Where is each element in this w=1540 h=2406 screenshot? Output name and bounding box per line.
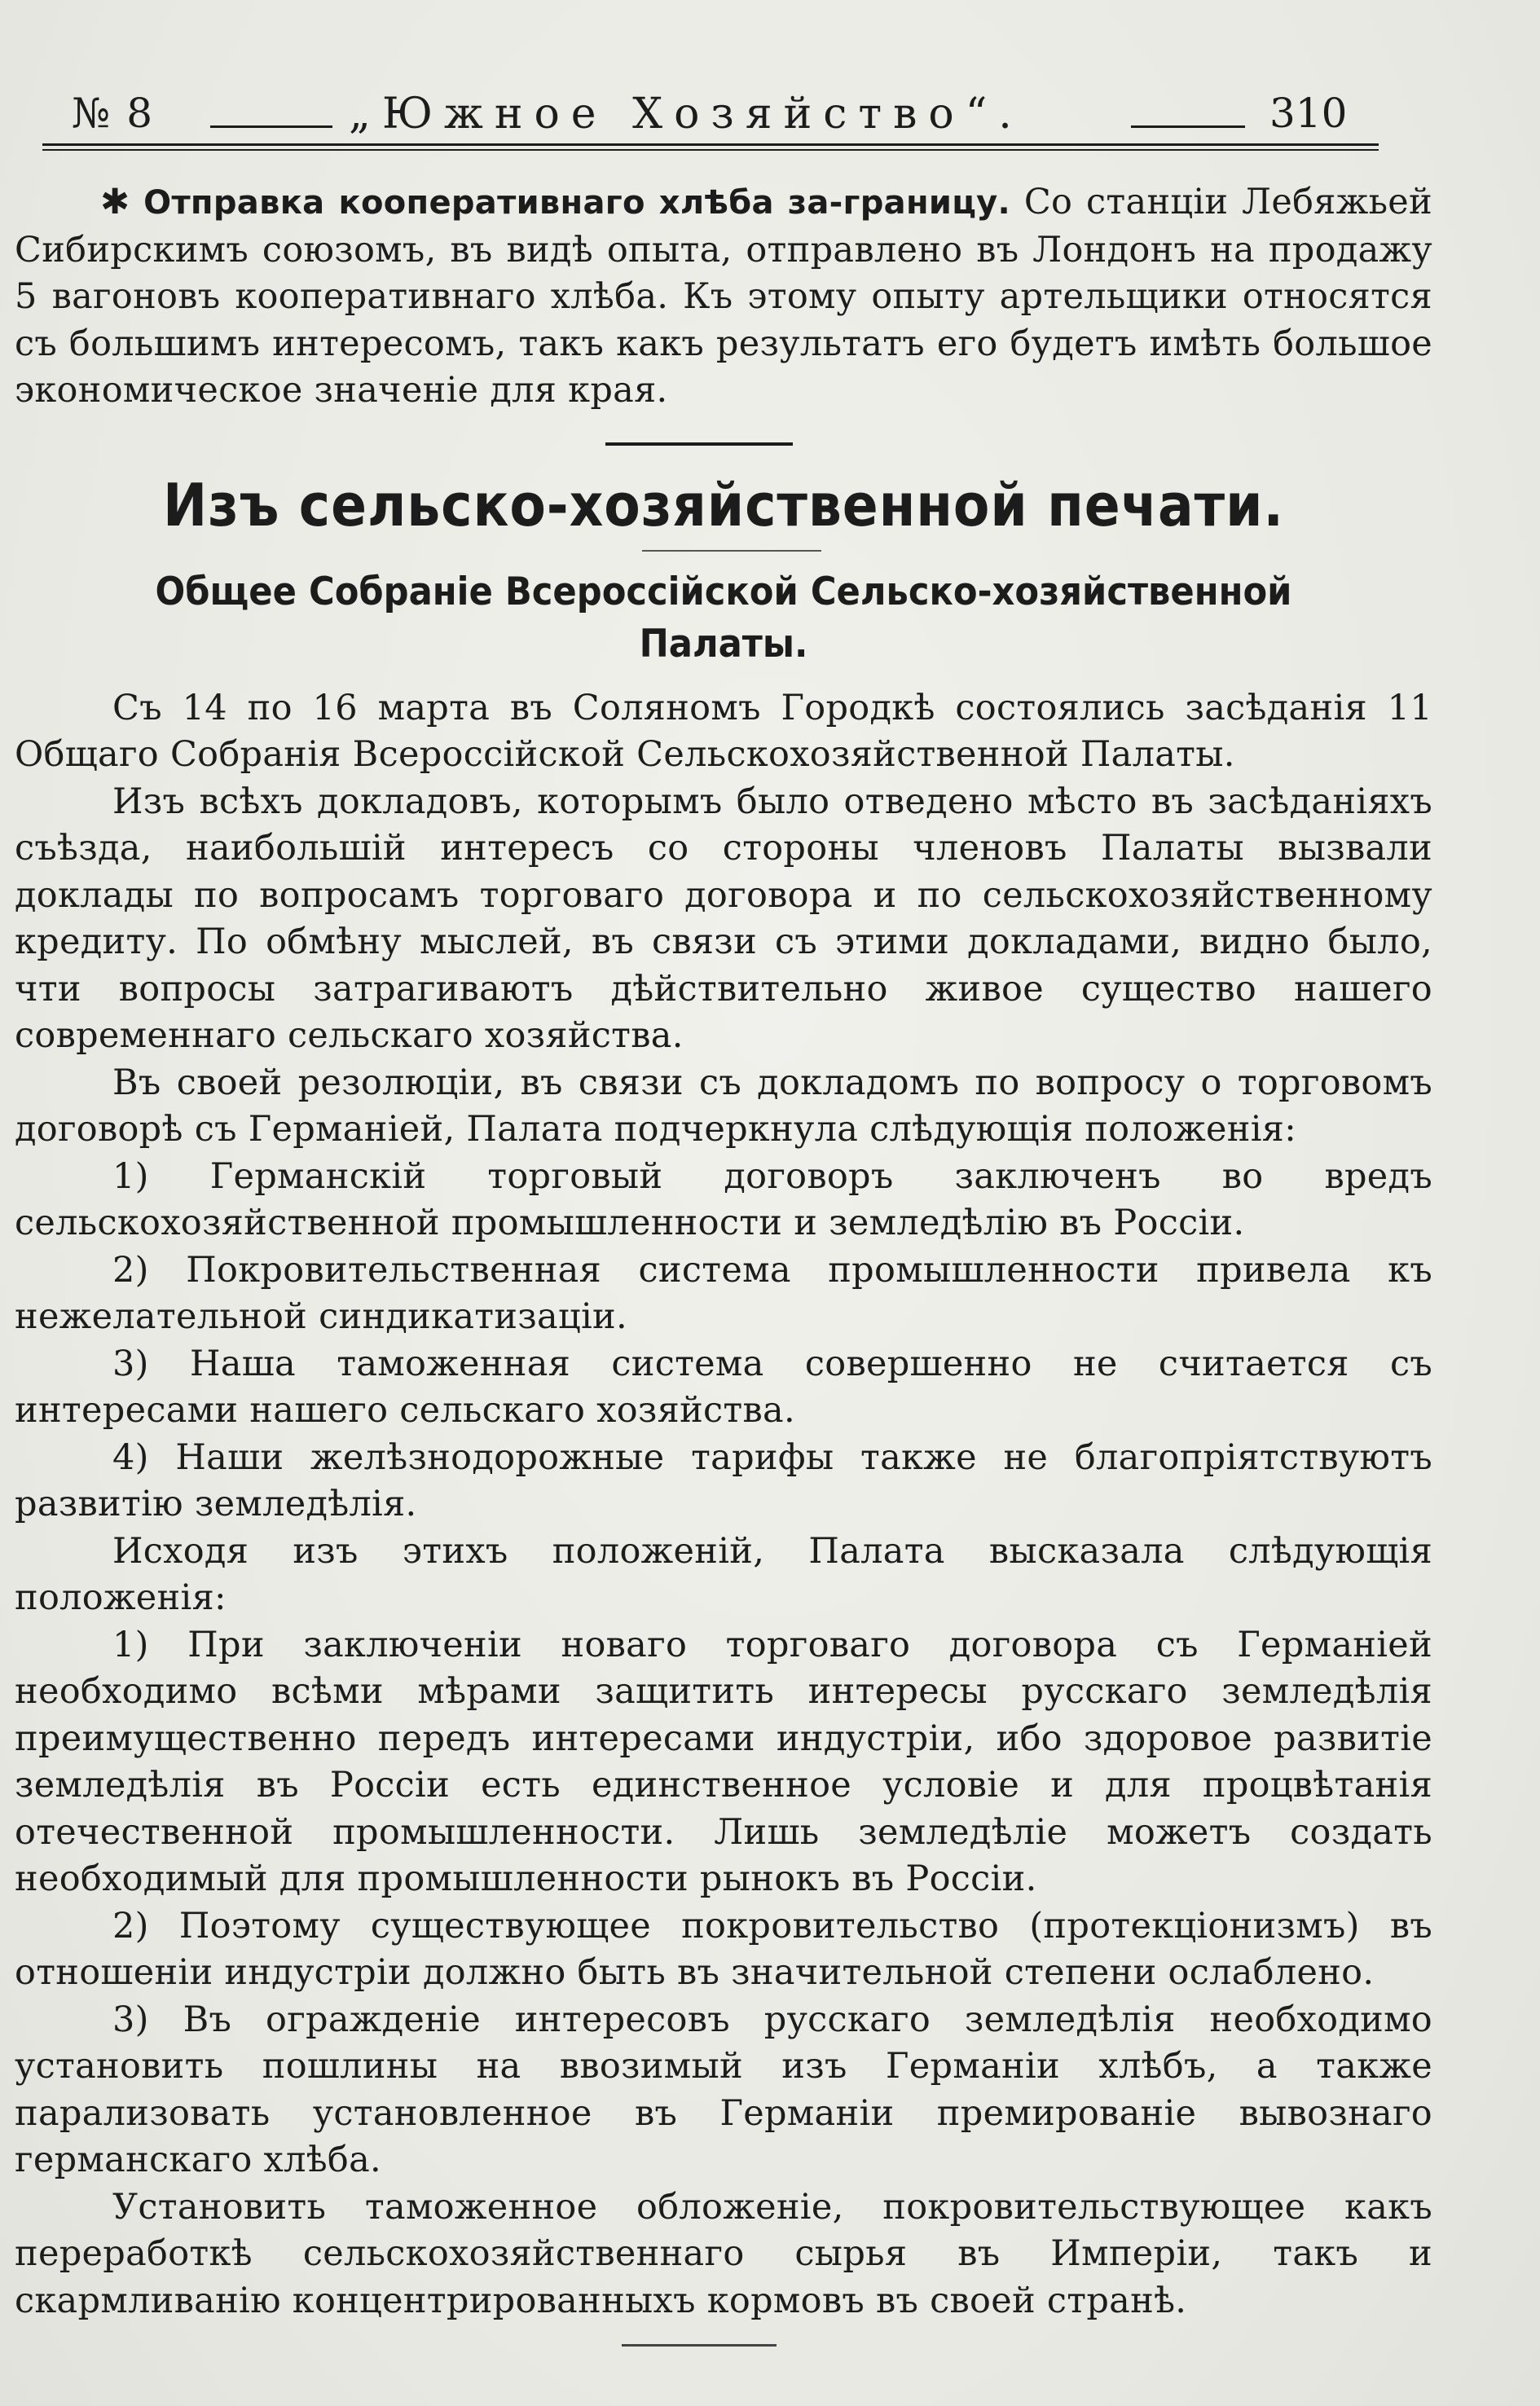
header-double-rule [42, 143, 1379, 151]
journal-title: „Южное Хозяйство“. [349, 90, 1023, 139]
resolution-point: 1) Германскій торговый договоръ заключенъ во вредъ сельскохозяйственной промышленности и земледѣлію въ Россіи. [15, 1155, 1432, 1243]
article-subtitle: Общее Собраніе Всероссійской Сельско-хозяйственной Палаты. [155, 569, 1292, 666]
resolution-point: 3) Наша таможенная система совершенно не считается съ интересами нашего сельскаго хозяйства. [15, 1343, 1432, 1431]
section-title: Изъ сельско-хозяйственной печати. [163, 470, 1284, 539]
page-content [15, 179, 1432, 2347]
resolution-point: 4) Наши желѣзнодорожные тарифы также не благопріятствуютъ развитію земледѣлія. [15, 1436, 1432, 1524]
header-underline-right [1131, 125, 1245, 128]
article-paragraph: Съ 14 по 16 марта въ Соляномъ Городкѣ состоялись засѣданія 11 Общаго Собранія Всероссійской Сельскохозяйственной Палаты. [15, 687, 1432, 775]
page-number: 310 [1269, 90, 1348, 137]
issue-number: № 8 [72, 90, 155, 137]
resolution-point: 1) При заключеніи новаго торговаго договора съ Германіей необходимо всѣми мѣрами защитить интересы русскаго земледѣлія преимущественно передъ интересами индустріи, ибо здоровое развитіе земледѣлія въ Россіи есть единственное условіе и для процвѣтанія отечественной промышленности. Лишь земледѣліе можетъ создать необходимый для промышленности рынокъ въ Россіи. [15, 1624, 1432, 1899]
article-paragraph: Въ своей резолюціи, въ связи съ докладомъ по вопросу о торговомъ договорѣ съ Германіей, Палата подчеркнула слѣдующія положенія: [15, 1062, 1432, 1150]
article-paragraph: Установить таможенное обложеніе, покровительствующее какъ переработкѣ сельскохозяйственнаго сырья въ Имперіи, такъ и скармливанію концентрированныхъ кормовъ въ своей странѣ. [15, 2186, 1432, 2321]
news-item-title: Отправка кооперативнаго хлѣба за-границу. [143, 184, 1011, 222]
article-paragraph: Изъ всѣхъ докладовъ, которымъ было отведено мѣсто въ засѣданіяхъ съѣзда, наибольшій интересъ со стороны членовъ Палаты вызвали доклады по вопросамъ торговаго договора и по сельскохозяйственному кредиту. По обмѣну мыслей, въ связи съ этими докладами, видно было, чти вопросы затрагиваютъ дѣйствительно живое существо нашего современнаго сельскаго хозяйства. [15, 781, 1432, 1056]
title-underline [642, 550, 821, 552]
header-underline-left [210, 125, 332, 128]
news-item-text: Со станціи Лебяжьей Сибирскимъ союзомъ, въ видѣ опыта, отправлено въ Лондонъ на продажу 5 вагоновъ кооперативнаго хлѣба. Къ этому опыту артельщики относятся съ большимъ интересомъ, такъ какъ результатъ его будетъ имѣть большое экономическое значеніе для края. [15, 182, 1432, 411]
article-paragraph: Исходя изъ этихъ положеній, Палата высказала слѣдующія положенія: [15, 1530, 1432, 1618]
end-divider [622, 2344, 777, 2347]
asterism-icon: ✱ [100, 182, 144, 222]
news-item [15, 179, 1432, 415]
resolution-point: 3) Въ огражденіе интересовъ русскаго земледѣлія необходимо установить пошлины на ввозимый изъ Германіи хлѣбъ, а также парализовать установленное въ Германіи премированіе вывознаго германскаго хлѣба. [15, 1999, 1432, 2180]
resolution-point: 2) Покровительственная система промышленности привела къ нежелательной синдикатизаціи. [15, 1249, 1432, 1337]
running-header [31, 90, 1351, 155]
section-divider [605, 442, 793, 446]
resolution-point: 2) Поэтому существующее покровительство (протекціонизмъ) въ отношеніи индустріи должно быть въ значительной степени ослаблено. [15, 1905, 1432, 1993]
